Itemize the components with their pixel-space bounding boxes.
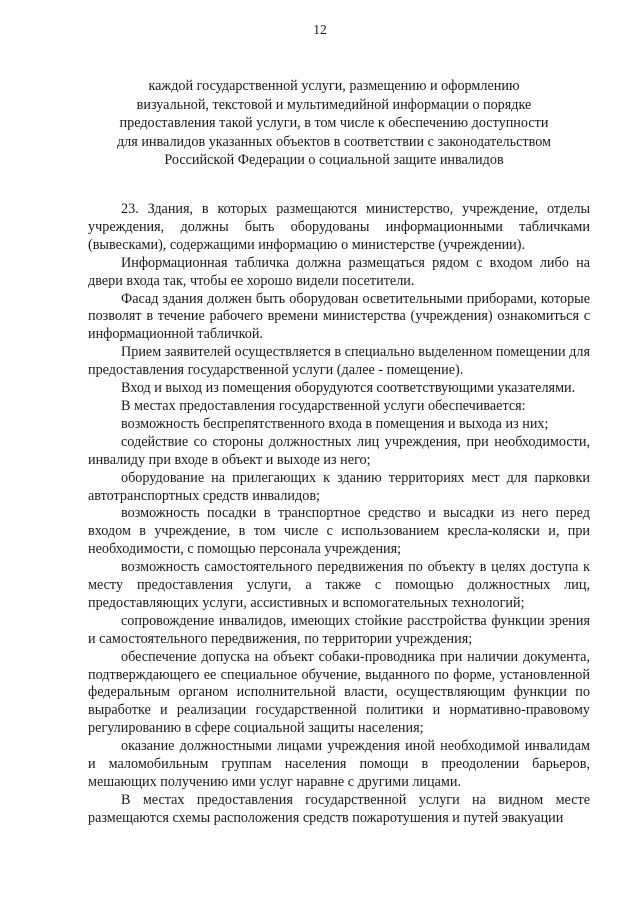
page-number: 12 bbox=[313, 22, 327, 37]
paragraph: возможность посадки в транспортное средство и высадки из него перед входом в учреждение, в том числе с использованием кресла-коляски и, при необходимости, с помощью персонала учреждения; bbox=[88, 505, 590, 558]
paragraph: содействие со стороны должностных лиц учреждения, при необходимости, инвалиду при входе в объект и выходе из него; bbox=[88, 433, 590, 468]
paragraph: Фасад здания должен быть оборудован осветительными приборами, которые позволят в течение рабочего времени министерства (учреждения) ознакомиться с информационной табличкой. bbox=[88, 290, 590, 343]
paragraph: сопровождение инвалидов, имеющих стойкие расстройства функции зрения и самостоятельного передвижения, по территории учреждения; bbox=[88, 612, 590, 647]
paragraph: оказание должностными лицами учреждения иной необходимой инвалидам и маломобильным группам населения помощи в преодолении барьеров, мешающих получению ими услуг наравне с другими лицами. bbox=[88, 738, 590, 790]
paragraph: В местах предоставления государственной услуги обеспечивается: bbox=[121, 397, 526, 414]
paragraph: возможность беспрепятственного входа в помещения и выхода из них; bbox=[121, 415, 549, 432]
paragraph: Вход и выход из помещения оборудуются соответствующими указателями. bbox=[121, 380, 576, 397]
paragraph: Информационная табличка должна размещаться рядом с входом либо на двери входа так, чтобы ее хорошо видели посетители. bbox=[88, 254, 590, 289]
paragraph: В местах предоставления государственной услуги на видном месте размещаются схемы расположения средств пожаротушения и путей эвакуации bbox=[88, 791, 590, 826]
paragraph: обеспечение допуска на объект собаки-проводника при наличии документа, подтверждающего ее специальное обучение, выданного по форме, установленной федеральным органом исполнительной власти, осуществляющим функции по выработке и реализации государственной политики и нормативно-правовому регулированию в сфере социальной защиты населения; bbox=[88, 648, 590, 737]
paragraph: возможность самостоятельного передвижения по объекту в целях доступа к месту предоставления услуги, а также с помощью должностных лиц, предоставляющих услуги, ассистивных и вспомогательных технологий; bbox=[88, 559, 590, 611]
paragraph: Прием заявителей осуществляется в специально выделенном помещении для предоставления государственной услуги (далее - помещение). bbox=[88, 344, 590, 379]
body-text bbox=[88, 201, 590, 828]
paragraph: оборудование на прилегающих к зданию территориях мест для парковки автотранспортных средств инвалидов; bbox=[88, 469, 590, 504]
paragraph: 23. Здания, в которых размещаются министерство, учреждение, отделы учреждения, должны быть оборудованы информационными табличками (вывесками), содержащими информацию о министерстве (учреждении). bbox=[88, 201, 590, 253]
section-heading: каждой государственной услуги, размещению и оформлению визуальной, текстовой и мультимедийной информации о порядке предоставления такой услуги, в том числе к обеспечению доступности для инвалидов указанных объектов в соответствии с законодательством Российской Федерации о социальной защите инвалидов bbox=[116, 78, 552, 169]
